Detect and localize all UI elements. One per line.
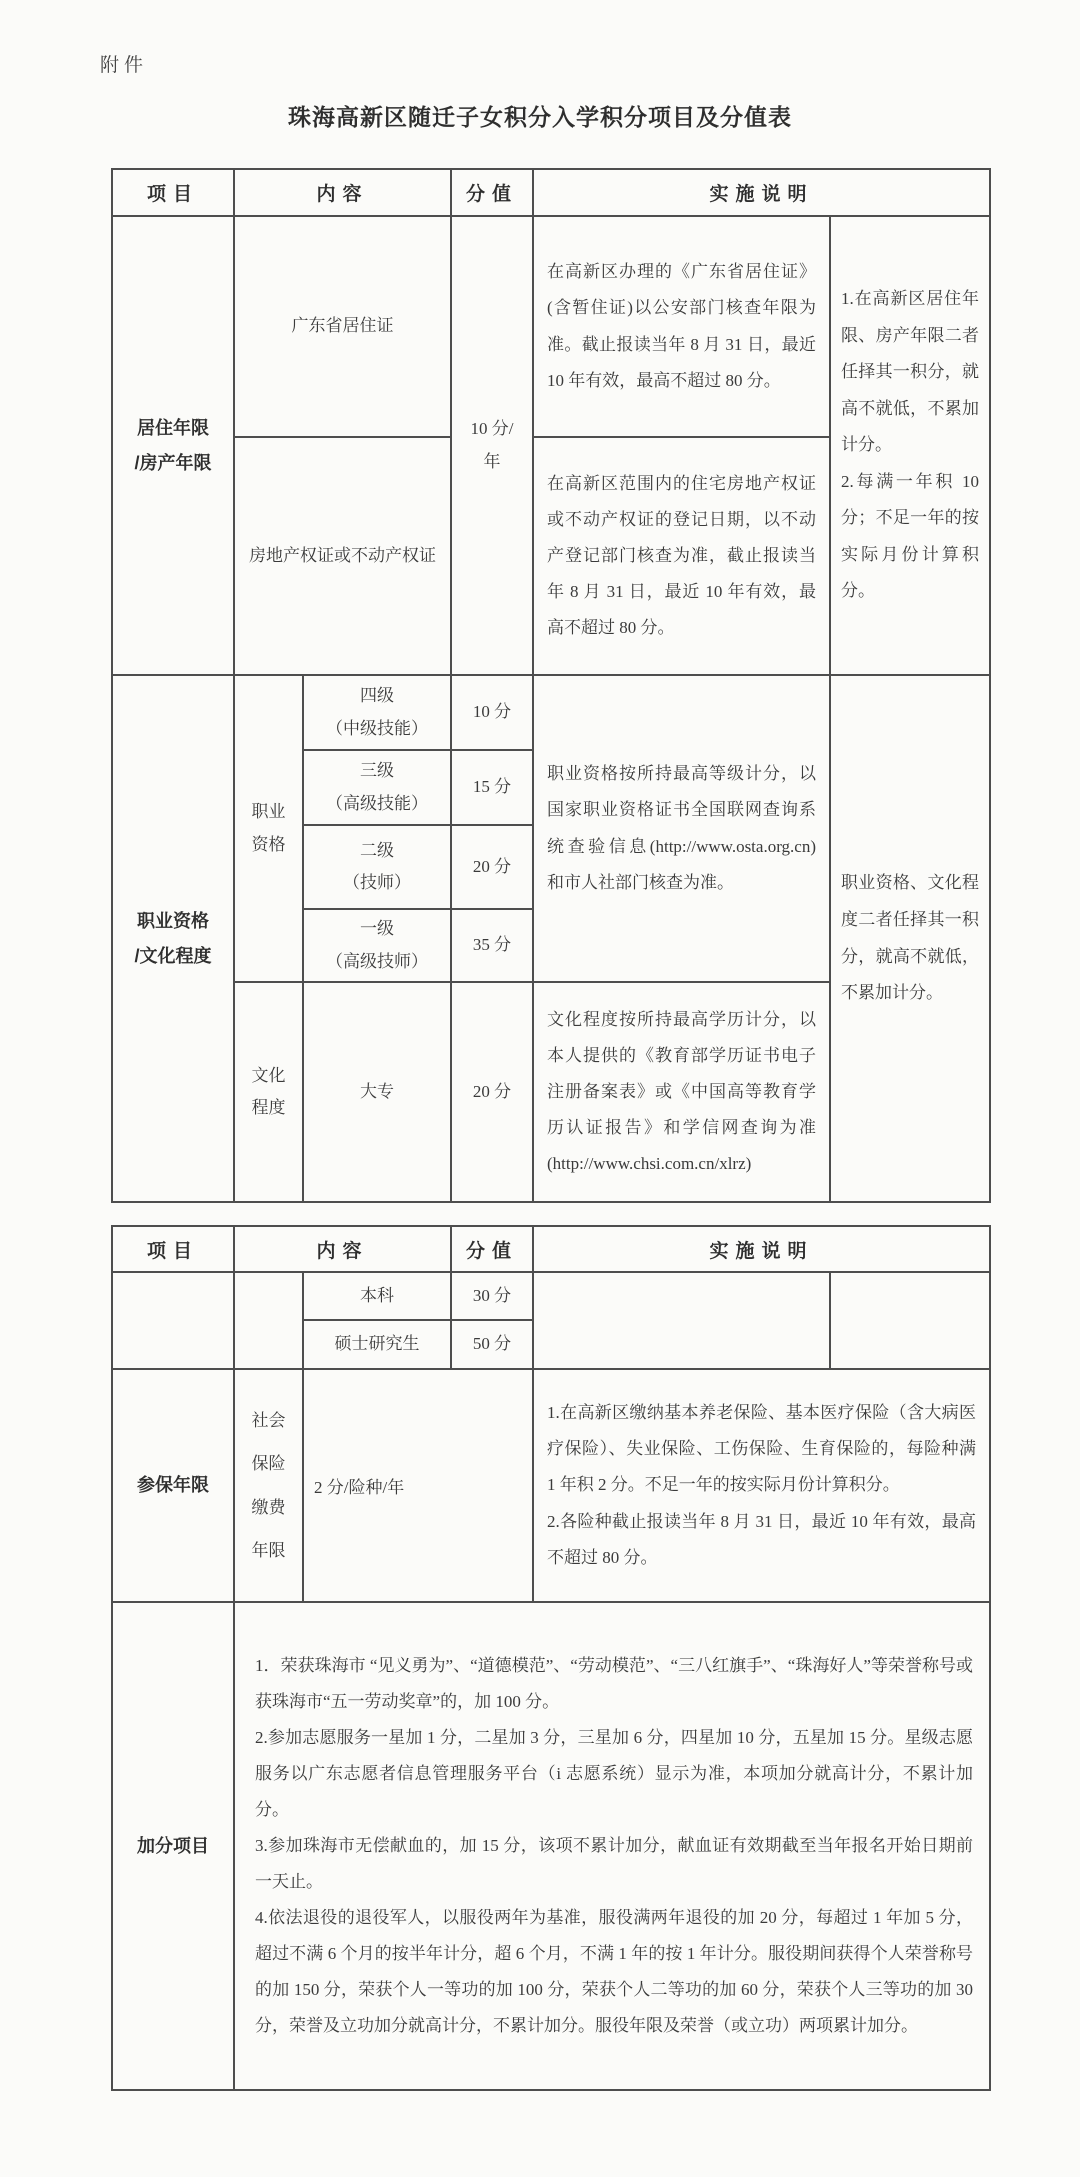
cell-sidenote-residence <box>830 216 990 675</box>
t1-header-note: 实施说明 <box>533 169 990 216</box>
table1-header-row <box>112 169 990 216</box>
row-bonus-items <box>112 1602 990 2090</box>
cell-grade-level3 <box>303 750 451 825</box>
cell-note-vocational: 职业资格按所持最高等级计分，以国家职业资格证书全国联网查询系统查验信息(http://www.osta.org.cn) 和市人社部门核查为准。 <box>533 675 830 982</box>
cell-grade-level4 <box>303 675 451 750</box>
cell-note-insurance <box>533 1369 990 1602</box>
insurance-sub-line3: 缴费 <box>251 1497 286 1517</box>
bonus-item3: 3.参加珠海市无偿献血的，加 15 分，该项不累计加分，献血证有效期截至当年报名开始日期前一天止。 <box>255 1835 974 1892</box>
cell-empty-note <box>533 1272 830 1369</box>
cell-score-level2: 20 分 <box>451 825 533 909</box>
cell-note-residence-permit: 在高新区办理的《广东省居住证》(含暂住证)以公安部门核查年限为准。截止报读当年 8 月 31 日，最近 10 年有效，最高不超过 80 分。 <box>533 216 830 437</box>
group-culture-line2: 程度 <box>251 1098 286 1117</box>
cell-note-bonus <box>234 1602 990 2090</box>
sidenote-residence-item2: 2.每满一年积 10 分；不足一年的按实际月份计算积分。 <box>841 471 980 601</box>
t2-header-score: 分值 <box>451 1226 533 1272</box>
t2-header-content: 内容 <box>234 1226 451 1272</box>
grade-level2-line1: 二级 <box>360 840 394 860</box>
project-qualification-line2: /文化程度 <box>134 945 212 966</box>
t2-header-project: 项目 <box>112 1226 234 1272</box>
row-residence-permit <box>112 216 990 437</box>
row-education-bachelor <box>112 1272 990 1320</box>
cell-score-level3: 15 分 <box>451 750 533 825</box>
points-table-2 <box>111 1225 991 2091</box>
cell-score-master: 50 分 <box>451 1320 533 1369</box>
cell-content-insurance-rate: 2 分/险种/年 <box>303 1369 533 1602</box>
bonus-item1: 1．荣获珠海市 “见义勇为”、“道德模范”、“劳动模范”、“三八红旗手”、“珠海好人”等荣誉称号或获珠海市“五一劳动奖章”的，加 100 分。 <box>255 1655 974 1711</box>
insurance-sub-line2: 保险 <box>251 1454 286 1474</box>
page-title: 珠海高新区随迁子女积分入学积分项目及分值表 <box>288 105 792 130</box>
note-insurance-item1: 1.在高新区缴纳基本养老保险、基本医疗保险（含大病医疗保险）、失业保险、工伤保险、生育保险的，每险种满 1 年积 2 分。不足一年的按实际月份计算积分。 <box>547 1403 977 1495</box>
cell-project-insurance: 参保年限 <box>112 1369 234 1602</box>
cell-group-culture <box>234 982 303 1202</box>
grade-level4-line1: 四级 <box>360 686 394 706</box>
project-residence-line2: /房产年限 <box>134 452 212 473</box>
grade-level4-line2: （中级技能） <box>326 718 428 738</box>
row-social-insurance <box>112 1369 990 1602</box>
cell-content-college: 大专 <box>303 982 451 1202</box>
group-vocational-line1: 职业 <box>251 802 286 822</box>
cell-note-property-cert: 在高新区范围内的住宅房地产权证或不动产权证的登记日期，以不动产登记部门核查为准，截止报读当年 8 月 31 日，最近 10 年有效，最高不超过 80 分。 <box>533 437 830 675</box>
cell-score-level1: 35 分 <box>451 909 533 982</box>
cell-sidenote-qualification: 职业资格、文化程度二者任择其一积分，就高不就低，不累加计分。 <box>830 675 990 1202</box>
cell-score-level4: 10 分 <box>451 675 533 750</box>
cell-project-bonus: 加分项目 <box>112 1602 234 2090</box>
bonus-item4: 4.依法退役的退役军人，以服役两年为基准，服役满两年退役的加 20 分，每超过 1 年加 5 分，超过不满 6 个月的按半年计分，超 6 个月，不满 1 年的按 1 年计分。服役期间获得个人荣誉称号的加 150 分，荣获个人一等功的加 100 分，荣获个人二等功的加 60 分，荣获个人三等功的加 30 分，荣誉及立功加分就高计分，不累计加分。服役年限及荣誉（或立功）两项累计加分。 <box>255 1908 974 2036</box>
grade-level1-line2: （高级技师） <box>326 951 428 971</box>
cell-content-bachelor: 本科 <box>303 1272 451 1320</box>
cell-empty-subgroup <box>234 1272 303 1369</box>
bonus-item2: 2.参加志愿服务一星加 1 分，二星加 3 分，三星加 6 分，四星加 10 分，五星加 15 分。星级志愿服务以广东志愿者信息管理服务平台（i 志愿系统）显示为准，本项加分就高计分，不累计加分。 <box>255 1727 974 1819</box>
cell-score-bachelor: 30 分 <box>451 1272 533 1320</box>
insurance-sub-line1: 社会 <box>251 1410 286 1430</box>
t2-header-note: 实施说明 <box>533 1226 990 1272</box>
insurance-sub-line4: 年限 <box>251 1540 286 1560</box>
group-culture-line1: 文化 <box>251 1065 286 1085</box>
project-residence-line1: 居住年限 <box>137 418 209 439</box>
grade-level2-line2: （技师） <box>343 873 411 892</box>
grade-level1-line1: 一级 <box>360 919 394 939</box>
score-residence-line2: 年 <box>483 451 501 471</box>
score-residence-line1: 10 分/ <box>470 419 514 439</box>
cell-grade-level1 <box>303 909 451 982</box>
t1-header-score: 分值 <box>451 169 533 216</box>
note-insurance-item2: 2.各险种截止报读当年 8 月 31 日，最近 10 年有效，最高不超过 80 分。 <box>547 1511 977 1567</box>
attachment-label: 附件 <box>100 55 149 76</box>
cell-empty-sidenote <box>830 1272 990 1369</box>
cell-content-residence-permit: 广东省居住证 <box>234 216 451 437</box>
cell-group-social-insurance <box>234 1369 303 1602</box>
row-vocational-level4 <box>112 675 990 750</box>
group-vocational-line2: 资格 <box>251 834 286 854</box>
cell-content-master: 硕士研究生 <box>303 1320 451 1369</box>
points-table-1 <box>111 168 991 1203</box>
document-page <box>0 50 1080 2177</box>
sidenote-residence-item1: 1.在高新区居住年限、房产年限二者任择其一积分，就高不就低，不累加计分。 <box>841 289 980 455</box>
cell-grade-level2 <box>303 825 451 909</box>
cell-content-property-cert: 房地产权证或不动产权证 <box>234 437 451 675</box>
t1-header-content: 内容 <box>234 169 451 216</box>
grade-level3-line1: 三级 <box>360 761 394 781</box>
cell-score-residence <box>451 216 533 675</box>
cell-project-residence <box>112 216 234 675</box>
project-qualification-line1: 职业资格 <box>137 911 209 932</box>
grade-level3-line2: （高级技能） <box>326 793 428 813</box>
t1-header-project: 项目 <box>112 169 234 216</box>
cell-group-vocational <box>234 675 303 982</box>
table2-header-row <box>112 1226 990 1272</box>
cell-note-culture: 文化程度按所持最高学历计分，以本人提供的《教育部学历证书电子注册备案表》或《中国高等教育学历认证报告》和学信网查询为准 (http://www.chsi.com.cn/xlrz) <box>533 982 830 1202</box>
cell-project-qualification <box>112 675 234 1202</box>
cell-score-college: 20 分 <box>451 982 533 1202</box>
cell-empty-project <box>112 1272 234 1369</box>
